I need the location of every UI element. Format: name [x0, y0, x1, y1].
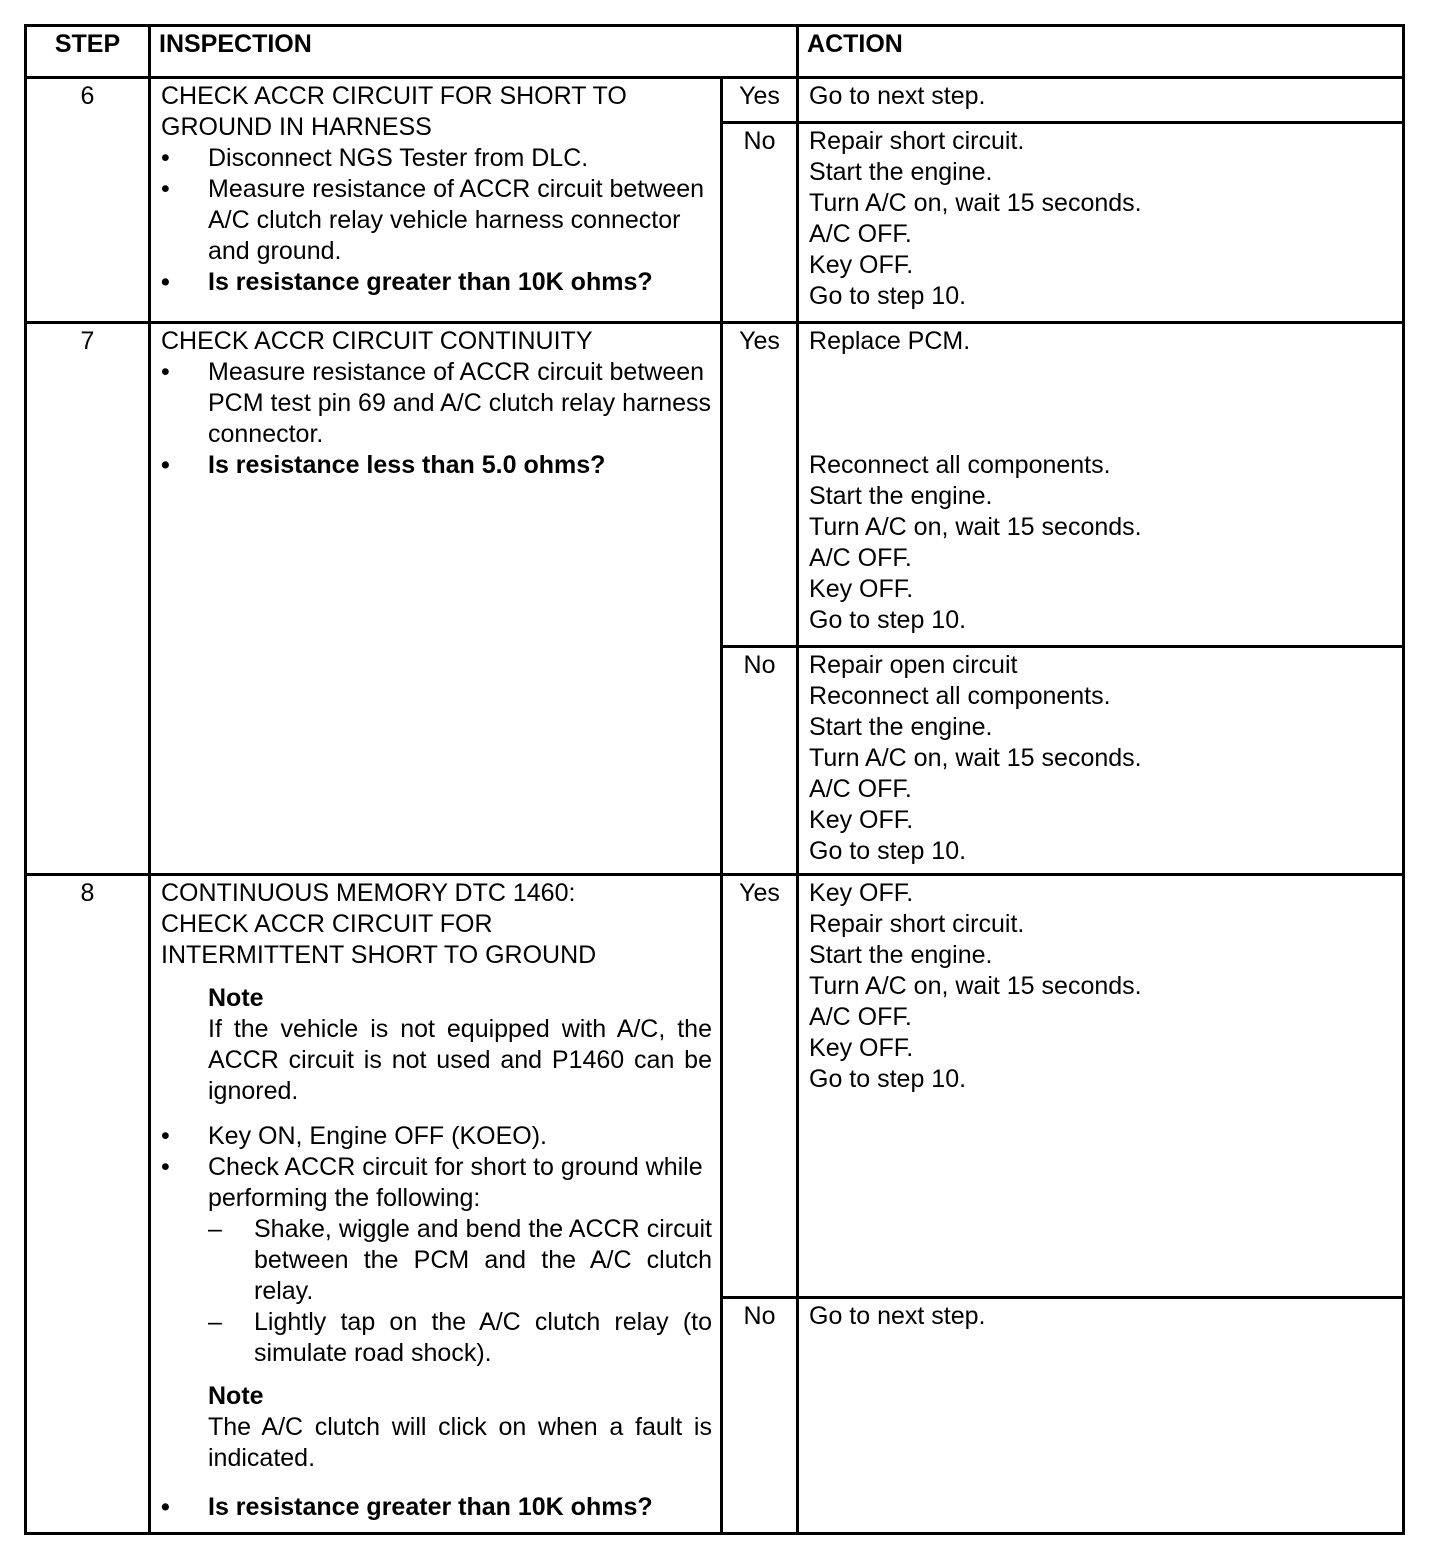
dash-item: – Lightly tap on the A/C clutch relay (to simulate road shock). [161, 1307, 712, 1369]
step-number: 8 [26, 875, 150, 1534]
no-action [798, 123, 1404, 323]
table-header-row [26, 26, 1404, 78]
action-line: Go to step 10. [809, 282, 967, 310]
no-label: No [722, 1298, 798, 1534]
action-line: A/C OFF. [809, 775, 912, 803]
action-line: Go to step 10. [809, 837, 967, 865]
bullet-item: • Disconnect NGS Tester from DLC. [161, 143, 712, 174]
action-line: Repair short circuit. [809, 910, 1025, 938]
action-line: Turn A/C on, wait 15 seconds. [809, 189, 1142, 217]
action-line: A/C OFF. [809, 1003, 912, 1031]
action-line: Key OFF. [809, 1034, 914, 1062]
inspection-title-line: INTERMITTENT SHORT TO GROUND [161, 941, 597, 969]
yes-action [798, 78, 1404, 123]
header-step: STEP [26, 26, 150, 78]
yes-action [798, 323, 1404, 647]
action-line: Repair open circuit [809, 651, 1018, 679]
note-block [161, 983, 712, 1107]
step-8-inspection [150, 875, 722, 1534]
step-number: 7 [26, 323, 150, 875]
action-line: Reconnect all components. [809, 682, 1111, 710]
action-line: Key OFF. [809, 575, 914, 603]
action-line: Go to next step. [809, 1302, 986, 1330]
inspection-title-line: GROUND IN HARNESS [161, 113, 432, 141]
bullet-question: • Is resistance greater than 10K ohms? [161, 267, 712, 298]
bullet-item: • Key ON, Engine OFF (KOEO). [161, 1121, 712, 1152]
action-line: Reconnect all components. [809, 451, 1111, 479]
no-label: No [722, 647, 798, 875]
bullet-item: • Measure resistance of ACCR circuit between A/C clutch relay vehicle harness connector and ground. [161, 174, 712, 267]
action-line: Key OFF. [809, 251, 914, 279]
yes-label: Yes [722, 78, 798, 123]
action-line: Replace PCM. [809, 327, 971, 355]
note-text: If the vehicle is not equipped with A/C, the ACCR circuit is not used and P1460 can be ignored. [208, 1015, 712, 1105]
action-line: Key OFF. [809, 806, 914, 834]
action-line: Start the engine. [809, 941, 993, 969]
inspection-title-line: CHECK ACCR CIRCUIT FOR SHORT TO [161, 82, 627, 110]
bullet-item: • Measure resistance of ACCR circuit between PCM test pin 69 and A/C clutch relay harness connector. [161, 357, 712, 450]
action-line: Go to step 10. [809, 1065, 967, 1093]
step-6-inspection [150, 78, 722, 323]
step-7-inspection [150, 323, 722, 875]
action-line: Go to step 10. [809, 606, 967, 634]
bullet-question: • Is resistance greater than 10K ohms? [161, 1492, 712, 1523]
step-8-yes-row [26, 875, 1404, 1298]
no-action [798, 647, 1404, 875]
action-line: A/C OFF. [809, 544, 912, 572]
action-line: Turn A/C on, wait 15 seconds. [809, 972, 1142, 1000]
note-block [161, 1381, 712, 1474]
step-7-yes-row [26, 323, 1404, 647]
note-text: The A/C clutch will click on when a fault is indicated. [208, 1413, 712, 1472]
step-6-yes-row [26, 78, 1404, 123]
action-line: Key OFF. [809, 879, 914, 907]
bullet-item: • Check ACCR circuit for short to ground while performing the following: [161, 1152, 712, 1214]
action-line: Go to next step. [809, 82, 986, 110]
inspection-title-line: CHECK ACCR CIRCUIT FOR [161, 910, 493, 938]
yes-label: Yes [722, 875, 798, 1298]
action-line: Turn A/C on, wait 15 seconds. [809, 513, 1142, 541]
diagnostic-table [24, 24, 1405, 1535]
step-number: 6 [26, 78, 150, 323]
header-inspection: INSPECTION [150, 26, 798, 78]
action-line: Start the engine. [809, 158, 993, 186]
action-line: A/C OFF. [809, 220, 912, 248]
yes-label: Yes [722, 323, 798, 647]
action-line: Repair short circuit. [809, 127, 1025, 155]
action-line: Turn A/C on, wait 15 seconds. [809, 744, 1142, 772]
inspection-title-line: CONTINUOUS MEMORY DTC 1460: [161, 879, 576, 907]
header-action: ACTION [798, 26, 1404, 78]
note-title: Note [208, 1382, 264, 1410]
bullet-question: • Is resistance less than 5.0 ohms? [161, 450, 712, 481]
no-action [798, 1298, 1404, 1534]
action-line: Start the engine. [809, 713, 993, 741]
yes-action [798, 875, 1404, 1298]
inspection-title-line: CHECK ACCR CIRCUIT CONTINUITY [161, 327, 593, 355]
note-title: Note [208, 984, 264, 1012]
action-line: Start the engine. [809, 482, 993, 510]
no-label: No [722, 123, 798, 323]
dash-item: – Shake, wiggle and bend the ACCR circuit between the PCM and the A/C clutch relay. [161, 1214, 712, 1307]
